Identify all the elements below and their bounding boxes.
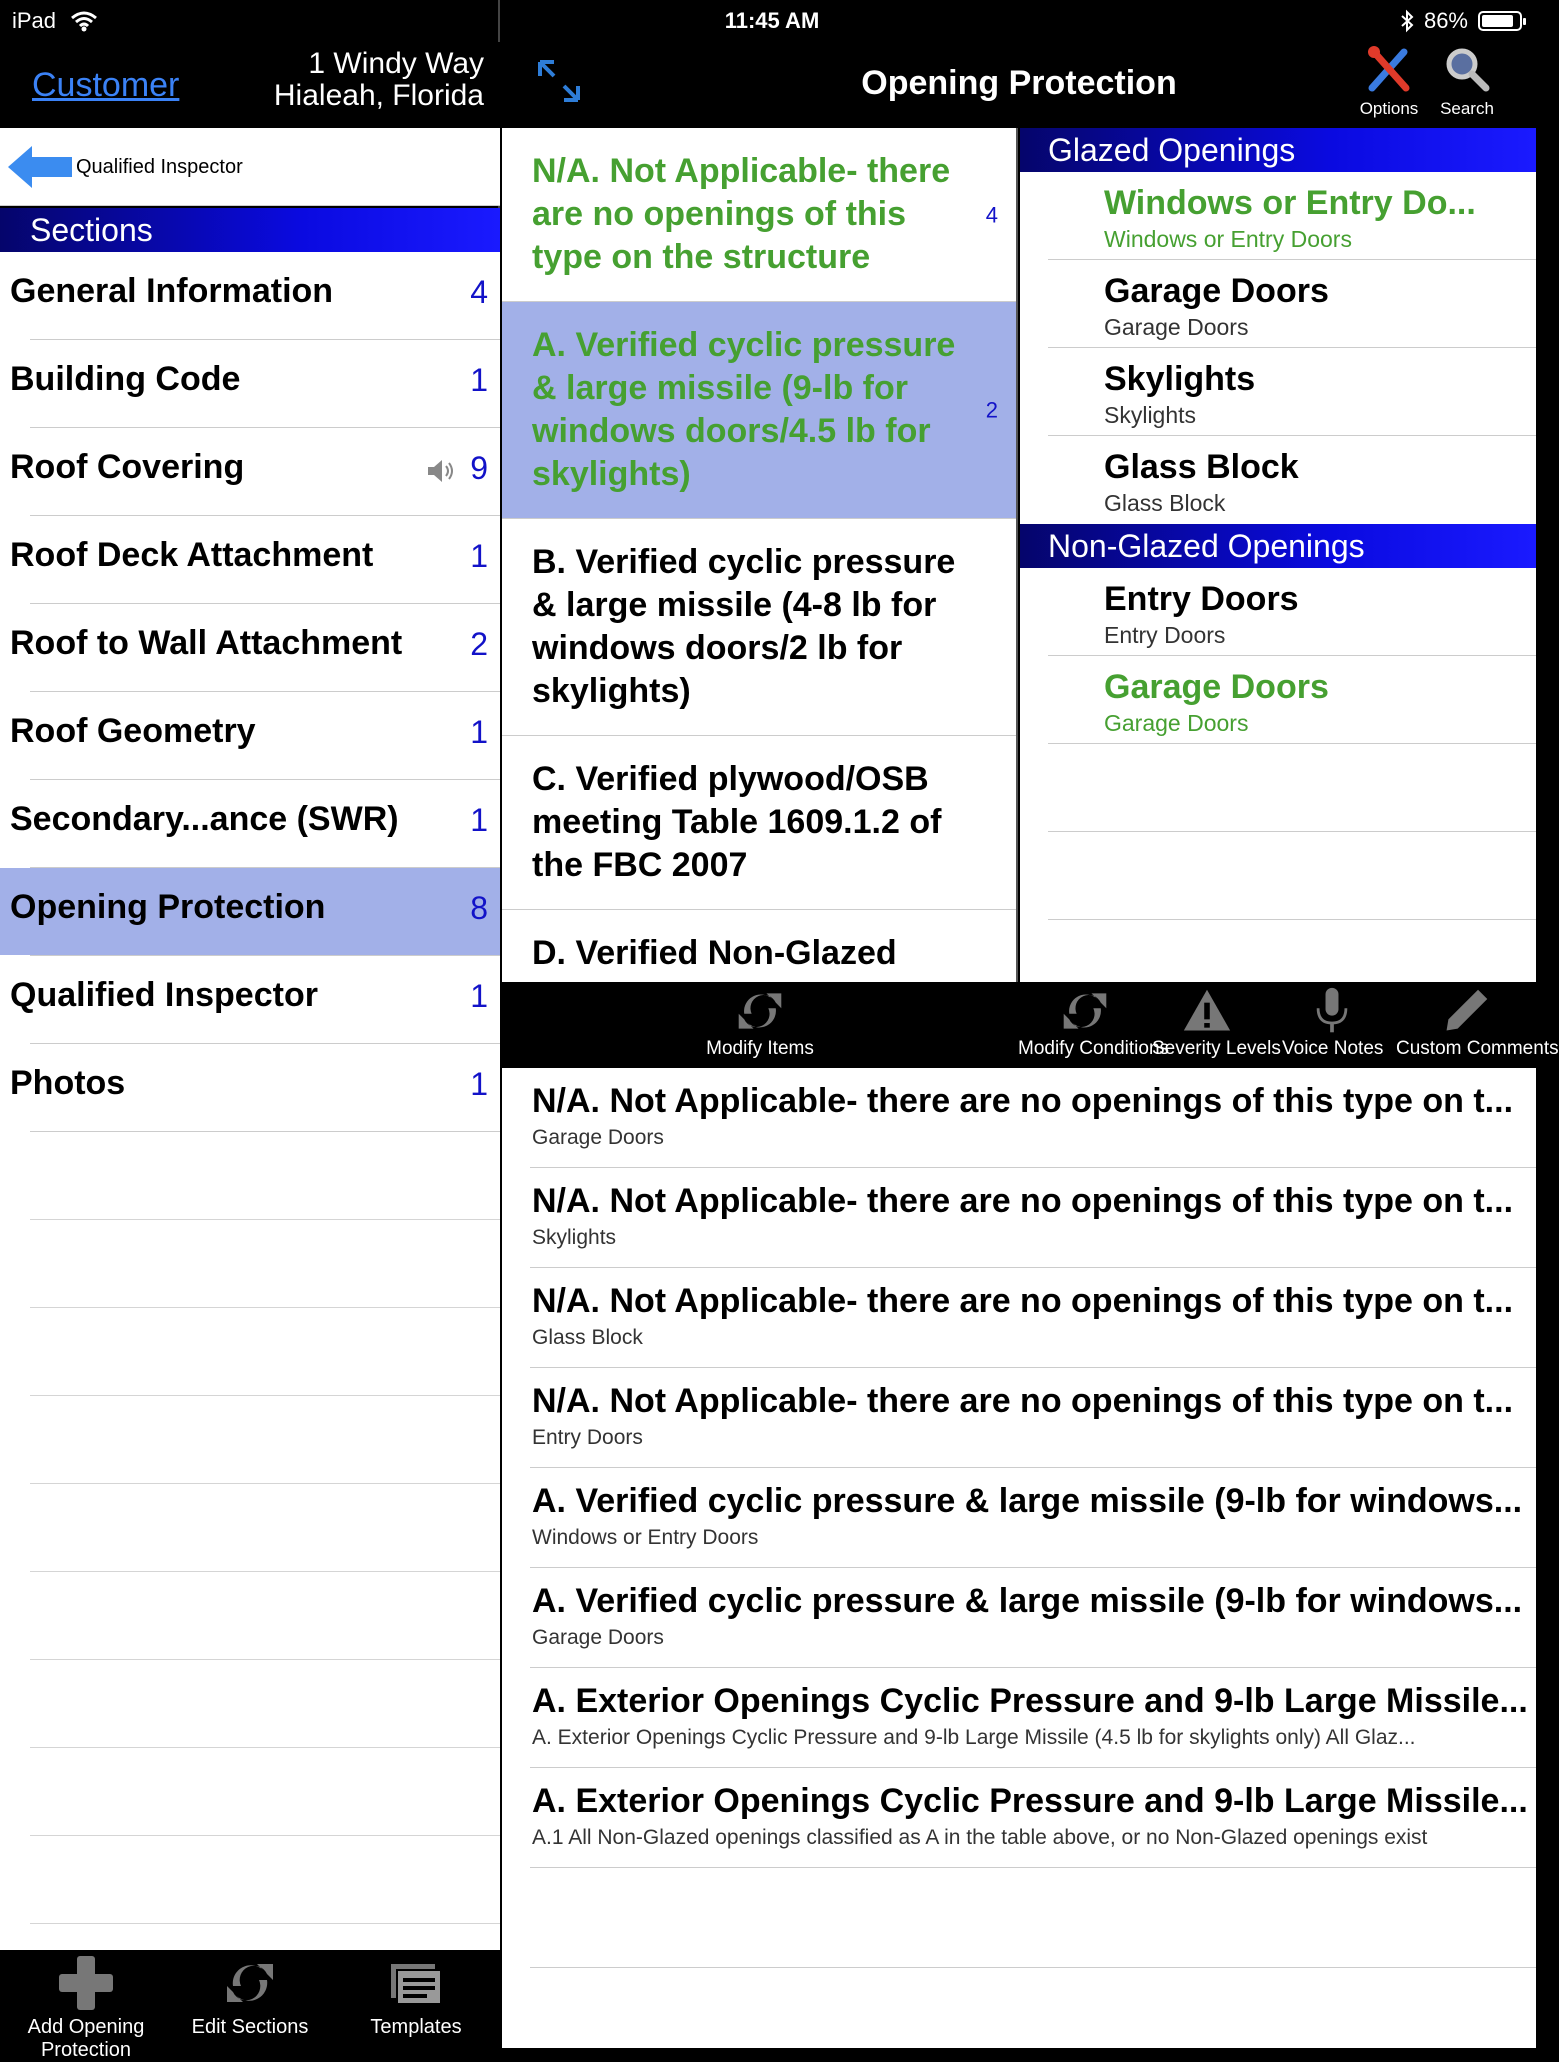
modify-items-button[interactable]	[690, 986, 830, 1060]
section-count: 1	[470, 538, 488, 574]
opening-type-title: Garage Doors	[1104, 668, 1329, 706]
pencil-icon	[1439, 986, 1493, 1036]
modify-conditions-label: Modify Conditions	[1018, 1038, 1170, 1059]
conditions-list	[502, 1068, 1536, 2048]
empty-row	[30, 1220, 500, 1308]
section-label: Roof to Wall Attachment	[10, 624, 403, 662]
status-time: 11:45 AM	[724, 8, 820, 33]
section-photos[interactable]	[0, 1044, 500, 1132]
opening-type-item[interactable]	[1048, 436, 1536, 524]
section-label: Roof Geometry	[10, 712, 256, 750]
condition-subtitle: A.1 All Non-Glazed openings classified as A in the table above, or no Non-Glazed openings exist	[532, 1826, 1428, 1849]
section-label: Roof Covering	[10, 448, 245, 486]
condition-title: N/A. Not Applicable- there are no openings of this type on t...	[532, 1282, 1514, 1320]
opening-type-item[interactable]	[1048, 348, 1536, 436]
section-roof-covering[interactable]	[0, 428, 500, 516]
opening-type-subtitle: Skylights	[1104, 402, 1197, 428]
add-opening-protection-label: Add Opening Protection	[27, 2016, 145, 2061]
condition-title: N/A. Not Applicable- there are no openings of this type on t...	[532, 1182, 1514, 1220]
section-count: 1	[470, 978, 488, 1014]
section-roof-to-wall-attachment[interactable]	[0, 604, 500, 692]
opening-type-item[interactable]	[1048, 172, 1536, 260]
battery-icon	[1478, 11, 1522, 31]
condition-item[interactable]	[530, 1468, 1536, 1568]
warning-icon	[1180, 986, 1234, 1036]
custom-comments-button[interactable]	[1396, 986, 1559, 1060]
section-count: 2	[470, 626, 488, 662]
templates-button[interactable]	[352, 1956, 480, 2039]
section-count: 1	[470, 1066, 488, 1102]
option-text: C. Verified plywood/OSB meeting Table 1609.1.2 of the FBC 2007	[532, 760, 942, 884]
templates-label: Templates	[370, 2016, 462, 2038]
empty-row	[1048, 832, 1536, 920]
section-label: General Information	[10, 272, 334, 310]
condition-subtitle: Garage Doors	[532, 1626, 664, 1649]
section-general-information[interactable]	[0, 252, 500, 340]
address-line-2: Hialeah, Florida	[273, 79, 484, 112]
condition-subtitle: A. Exterior Openings Cyclic Pressure and 9-lb Large Missile (4.5 lb for skylights only) All Glaz...	[532, 1726, 1416, 1749]
search-icon	[1442, 44, 1492, 94]
edit-sections-label: Edit Sections	[191, 2016, 309, 2038]
option-text: B. Verified cyclic pressure & large missile (4-8 lb for windows doors/2 lb for skylights)	[532, 543, 956, 710]
empty-row	[30, 1836, 500, 1924]
sections-toolbar	[0, 1950, 500, 2061]
options-list	[502, 128, 1018, 982]
condition-subtitle: Entry Doors	[532, 1426, 643, 1449]
speaker-icon	[426, 458, 458, 484]
battery-level	[1482, 15, 1513, 27]
voice-notes-button[interactable]	[1282, 986, 1382, 1060]
add-opening-protection-button[interactable]	[0, 1956, 176, 2062]
refresh-icon	[733, 986, 787, 1036]
page-title: Opening Protection	[861, 64, 1177, 102]
section-label: Qualified Inspector	[10, 976, 318, 1014]
severity-levels-button[interactable]	[1152, 986, 1281, 1060]
status-right	[1400, 8, 1522, 34]
section-label: Roof Deck Attachment	[10, 536, 374, 574]
condition-item[interactable]	[530, 1168, 1536, 1268]
bluetooth-icon	[1400, 10, 1414, 32]
condition-subtitle: Windows or Entry Doors	[532, 1526, 759, 1549]
back-label: Qualified Inspector	[76, 156, 243, 178]
conditions-toolbar	[502, 982, 1559, 1068]
opening-type-subtitle: Windows or Entry Doors	[1104, 226, 1352, 252]
empty-row	[530, 1868, 1536, 1968]
section-count: 1	[470, 362, 488, 398]
opening-type-item[interactable]	[1048, 260, 1536, 348]
condition-subtitle: Glass Block	[532, 1326, 643, 1349]
condition-item[interactable]	[530, 1668, 1536, 1768]
condition-title: A. Verified cyclic pressure & large missile (9-lb for windows...	[532, 1582, 1523, 1620]
condition-item[interactable]	[530, 1368, 1536, 1468]
refresh-icon	[223, 1956, 277, 2010]
back-button[interactable]	[0, 128, 500, 206]
opening-type-title: Entry Doors	[1104, 580, 1299, 618]
battery-percent: 86%	[1423, 8, 1468, 33]
customer-link[interactable]: Customer	[32, 66, 180, 104]
empty-row	[30, 1748, 500, 1836]
opening-type-subtitle: Garage Doors	[1104, 314, 1249, 340]
option-text: N/A. Not Applicable- there are no openings of this type on the structure	[532, 152, 951, 276]
plus-icon	[59, 1956, 113, 2010]
sections-header: Sections	[0, 208, 500, 252]
modify-conditions-button[interactable]	[1018, 986, 1170, 1060]
opening-type-title: Skylights	[1104, 360, 1256, 398]
option-text: D. Verified Non-Glazed	[532, 934, 897, 972]
condition-subtitle: Skylights	[532, 1226, 617, 1249]
condition-item[interactable]	[530, 1568, 1536, 1668]
option-text: A. Verified cyclic pressure & large missile (9-lb for windows doors/4.5 lb for skylights)	[532, 326, 956, 493]
glazed-openings-header: Glazed Openings	[1020, 128, 1536, 172]
opening-type-title: Windows or Entry Do...	[1104, 184, 1476, 222]
option-count: 4	[985, 202, 998, 227]
condition-subtitle: Garage Doors	[532, 1126, 664, 1149]
status-bar	[0, 0, 1536, 42]
empty-row	[30, 1660, 500, 1748]
address-line-1: 1 Windy Way	[308, 47, 484, 80]
section-label: Building Code	[10, 360, 241, 398]
opening-type-subtitle: Glass Block	[1104, 490, 1226, 516]
empty-row	[1048, 744, 1536, 832]
opening-type-item[interactable]	[1048, 656, 1536, 744]
customer-address	[274, 48, 484, 112]
section-qualified-inspector[interactable]	[0, 956, 500, 1044]
edit-sections-button[interactable]	[180, 1956, 320, 2039]
opening-type-title: Garage Doors	[1104, 272, 1329, 310]
templates-icon	[389, 1956, 443, 2010]
section-count: 8	[470, 890, 488, 926]
severity-levels-label: Severity Levels	[1152, 1038, 1281, 1059]
condition-item[interactable]	[530, 1768, 1536, 1868]
condition-item[interactable]	[530, 1268, 1536, 1368]
section-count: 9	[470, 450, 488, 486]
condition-title: A. Verified cyclic pressure & large missile (9-lb for windows...	[532, 1482, 1523, 1520]
opening-types-list	[1020, 128, 1536, 982]
condition-item[interactable]	[530, 1068, 1536, 1168]
condition-title: A. Exterior Openings Cyclic Pressure and 9-lb Large Missile...	[532, 1782, 1528, 1820]
empty-row	[30, 1308, 500, 1396]
option-item[interactable]	[502, 736, 1016, 910]
section-building-code[interactable]	[0, 340, 500, 428]
custom-comments-label: Custom Comments	[1396, 1038, 1559, 1059]
nonglazed-openings-header: Non-Glazed Openings	[1020, 524, 1536, 568]
condition-title: N/A. Not Applicable- there are no openings of this type on t...	[532, 1082, 1514, 1120]
section-roof-geometry[interactable]	[0, 692, 500, 780]
section-label: Photos	[10, 1064, 126, 1102]
opening-type-title: Glass Block	[1104, 448, 1299, 486]
options-button[interactable]	[1354, 44, 1424, 119]
tools-icon	[1364, 44, 1414, 94]
section-roof-deck-attachment[interactable]	[0, 516, 500, 604]
search-button[interactable]	[1432, 44, 1502, 119]
voice-notes-label: Voice Notes	[1282, 1038, 1384, 1059]
opening-type-item[interactable]	[1048, 568, 1536, 656]
condition-title: N/A. Not Applicable- there are no openings of this type on t...	[532, 1382, 1514, 1420]
sections-list	[0, 252, 500, 1950]
options-label: Options	[1359, 99, 1419, 118]
option-item[interactable]	[502, 302, 1016, 519]
back-arrow-icon	[8, 146, 72, 188]
microphone-icon	[1305, 986, 1359, 1036]
opening-type-subtitle: Entry Doors	[1104, 622, 1226, 648]
detail-header	[502, 42, 1536, 128]
sections-panel	[0, 0, 500, 2061]
customer-header	[0, 42, 500, 128]
condition-title: A. Exterior Openings Cyclic Pressure and 9-lb Large Missile...	[532, 1682, 1528, 1720]
search-label: Search	[1440, 99, 1494, 118]
section-count: 1	[470, 714, 488, 750]
option-item[interactable]	[502, 128, 1016, 302]
option-count: 2	[985, 397, 998, 423]
option-item[interactable]	[502, 519, 1016, 736]
section-opening-protection[interactable]	[0, 868, 500, 956]
empty-row	[30, 1572, 500, 1660]
section-count: 1	[470, 802, 488, 838]
opening-type-subtitle: Garage Doors	[1104, 710, 1249, 736]
section-label: Opening Protection	[10, 888, 326, 926]
empty-row	[30, 1484, 500, 1572]
device-name: iPad	[12, 8, 57, 33]
section-secondary-water-resistance[interactable]	[0, 780, 500, 868]
section-count: 4	[470, 274, 488, 310]
refresh-icon	[1058, 986, 1112, 1036]
modify-items-label: Modify Items	[706, 1038, 814, 1059]
section-label: Secondary...ance (SWR)	[10, 800, 399, 838]
empty-row	[30, 1396, 500, 1484]
empty-row	[30, 1132, 500, 1220]
